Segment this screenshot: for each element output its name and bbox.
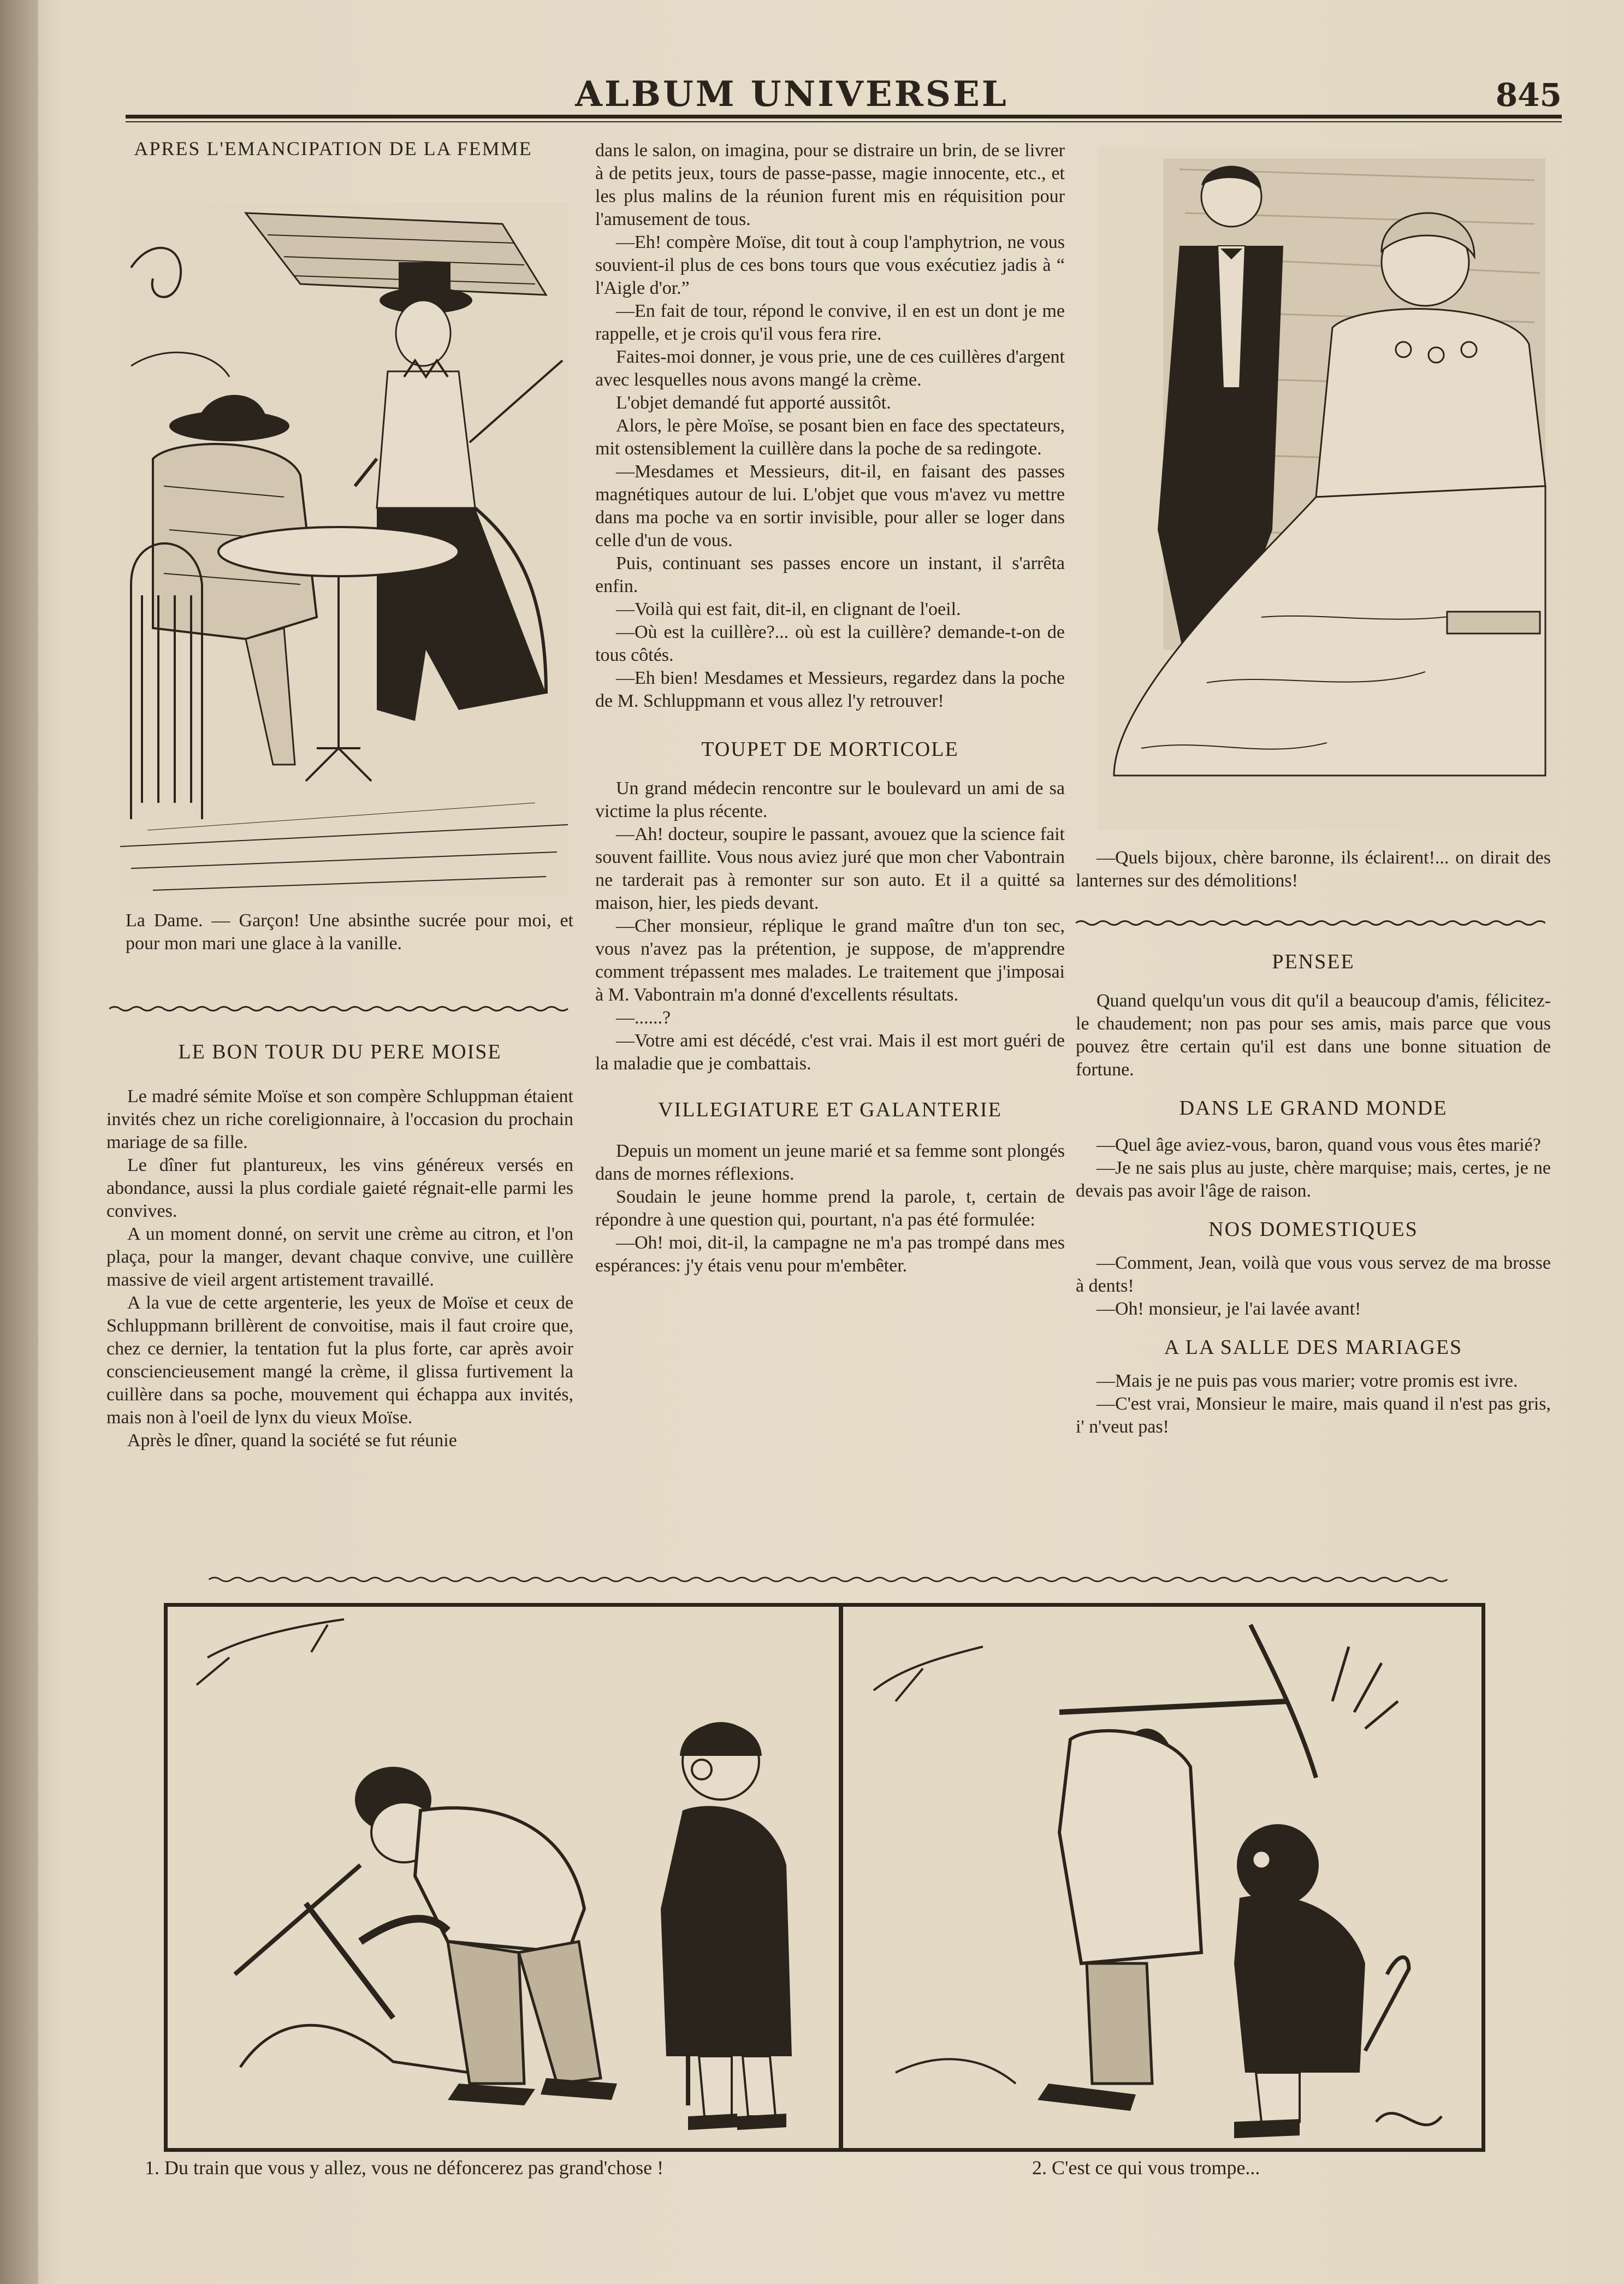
grand-monde-title: DANS LE GRAND MONDE	[1179, 1097, 1448, 1120]
pensee-title: PENSEE	[1272, 950, 1355, 973]
header-rule-thin	[126, 121, 1562, 122]
column-1-story	[106, 1040, 573, 1452]
story-title: LE BON TOUR DU PERE MOISE	[178, 1040, 502, 1063]
mariages-title: A LA SALLE DES MARIAGES	[1164, 1336, 1463, 1359]
domestiques-paragraph: —Oh! monsieur, je l'ai lavée avant!	[1097, 1299, 1361, 1319]
mariages-paragraph: —C'est vrai, Monsieur le maire, mais quand il n'est pas gris, i' n'veut pas!	[1076, 1394, 1551, 1437]
column-2	[595, 139, 1065, 1277]
section-divider	[109, 1005, 573, 1013]
story-paragraph: Le dîner fut plantureux, les vins généreux versés en abondance, aussi la plus cordiale gaieté régnait-elle parmi les convives.	[106, 1155, 573, 1221]
story-paragraph: Alors, le père Moïse, se posant bien en face des spectateurs, mit ostensiblement la cuillère dans la poche de sa redingote.	[595, 416, 1065, 459]
story-paragraph: —Mesdames et Messieurs, dit-il, en faisant des passes magnétiques autour de lui. L'objet que vous m'avez vu mettre dans ma poche va en sortir invisible, pour aller se loger dans celle d'un de vous.	[595, 461, 1065, 551]
masthead-title: ALBUM UNIVERSEL	[575, 74, 1009, 115]
bottom-section-divider	[120, 1576, 1540, 1583]
story-paragraph: Après le dîner, quand la société se fut réunie	[127, 1430, 457, 1451]
strip-caption-1: 1. Du train que vous y allez, vous ne défoncerez pas grand'chose !	[145, 2157, 664, 2179]
story-paragraph: —Eh bien! Mesdames et Messieurs, regardez dans la poche de M. Schluppmann et vous allez l'y retrouver!	[595, 668, 1065, 711]
villegiature-paragraph: Depuis un moment un jeune marié et sa femme sont plongés dans de mornes réflexions.	[595, 1141, 1065, 1184]
column-1	[104, 137, 562, 161]
section-divider	[1076, 919, 1545, 927]
toupet-paragraph: —Ah! docteur, soupire le passant, avouez que la science fait souvent faillite. Vous nous aviez juré que mon cher Vabontrain ne tarderait pas à remonter sur son auto. Et il a quitté sa maison, hier, les pieds devant.	[595, 824, 1065, 913]
toupet-paragraph: Un grand médecin rencontre sur le boulevard un ami de sa victime la plus récente.	[595, 778, 1065, 821]
story-paragraph: L'objet demandé fut apporté aussitôt.	[616, 393, 891, 413]
domestiques-paragraph: —Comment, Jean, voilà que vous vous servez de ma brosse à dents!	[1076, 1253, 1551, 1296]
domestiques-title: NOS DOMESTIQUES	[1208, 1218, 1418, 1241]
story-paragraph: A la vue de cette argenterie, les yeux de Moïse et ceux de Schluppmann brillèrent de convoitise, mais il faut croire que, chez ce dernier, la tentation fut la plus forte, car après avoir consciencieusement mangé la crème, il glissa furtivement la cuillère dans sa poche, mouvement qui échappa aux invités, mais non à l'oeil de lynx du vieux Moïse.	[106, 1293, 573, 1428]
story-paragraph: dans le salon, on imagina, pour se distraire un brin, de se livrer à de petits jeux, tours de passe-passe, magie innocente, etc., et les plus malins de la réunion furent mis en réquisition pour l'amusement de tous.	[595, 140, 1065, 229]
story-paragraph: —Eh! compère Moïse, dit tout à coup l'amphytrion, ne vous souvient-il plus de ces bons tours que vous exécutiez jadis à “ l'Aigle d'or.”	[595, 232, 1065, 298]
grand-monde-paragraph: —Je ne sais plus au juste, chère marquise; mais, certes, je ne devais pas avoir l'âge de raison.	[1076, 1158, 1551, 1201]
toupet-paragraph: —Votre ami est décédé, c'est vrai. Mais il est mort guéri de la maladie que je combattais.	[595, 1031, 1065, 1074]
villegiature-paragraph: —Oh! moi, dit-il, la campagne ne m'a pas trompé dans mes espérances: j'y étais venu pour m'embêter.	[595, 1233, 1065, 1276]
strip-caption-2: 2. C'est ce qui vous trompe...	[1032, 2157, 1260, 2179]
mariages-paragraph: —Mais je ne puis pas vous marier; votre promis est ivre.	[1097, 1371, 1518, 1391]
cafe-cartoon-caption	[126, 909, 573, 955]
page-spine-shadow	[0, 0, 38, 2284]
story-paragraph: —Voilà qui est fait, dit-il, en clignant de l'oeil.	[616, 599, 961, 619]
story-paragraph: —En fait de tour, répond le convive, il en est un dont je me rappelle, et je crois qu'il vous fera rire.	[595, 301, 1065, 344]
bottom-cartoon-strip	[164, 1603, 1485, 2152]
story-paragraph: Le madré sémite Moïse et son compère Schluppman étaient invités chez un riche coreligionnaire, à l'occasion du prochain mariage de sa fille.	[106, 1086, 573, 1152]
story-paragraph: —Où est la cuillère?... où est la cuillère? demande-t-on de tous côtés.	[595, 622, 1065, 665]
baronne-cartoon-illustration	[1098, 147, 1556, 830]
column-3	[1076, 950, 1551, 1439]
pensee-text: Quand quelqu'un vous dit qu'il a beaucoup d'amis, félicitez-le chaudement; non pas pour ses amis, mais parce que vous pouvez être certain qu'il est dans une bonne situation de fortune.	[1076, 991, 1551, 1080]
story-paragraph: Faites-moi donner, je vous prie, une de ces cuillères d'argent avec lesquelles nous avons mangé la crème.	[595, 347, 1065, 390]
page-number: 845	[1495, 76, 1562, 114]
toupet-paragraph: —Cher monsieur, réplique le grand maître d'un ton sec, vous n'avez pas la prétention, je suppose, de m'apprendre comment trépassent mes malades. Le traitement que j'imposai à M. Vabontrain m'a donné d'excellents résultats.	[595, 916, 1065, 1005]
villegiature-paragraph: Soudain le jeune homme prend la parole, t, certain de répondre à une question qui, pourtant, n'a pas été formulée:	[595, 1187, 1065, 1230]
header-rule	[126, 115, 1562, 119]
grand-monde-paragraph: —Quel âge aviez-vous, baron, quand vous vous êtes marié?	[1097, 1135, 1541, 1155]
toupet-paragraph: —......?	[616, 1008, 671, 1028]
story-paragraph: A un moment donné, on servit une crème au citron, et l'on plaça, pour la manger, devant chaque convive, une cuillère massive de vieil argent artistement travaillé.	[106, 1224, 573, 1290]
villegiature-title: VILLEGIATURE ET GALANTERIE	[658, 1098, 1002, 1121]
baronne-cartoon-caption-text: —Quels bijoux, chère baronne, ils éclairent!... on dirait des lanternes sur des démolitions!	[1076, 848, 1551, 891]
cartoon-title: APRES L'EMANCIPATION DE LA FEMME	[134, 138, 532, 159]
toupet-title: TOUPET DE MORTICOLE	[701, 738, 959, 761]
cafe-cartoon-caption-text: La Dame. — Garçon! Une absinthe sucrée pour moi, et pour mon mari une glace à la vanille.	[126, 910, 573, 954]
story-paragraph: Puis, continuant ses passes encore un instant, il s'arrêta enfin.	[595, 553, 1065, 596]
cafe-cartoon-illustration	[120, 202, 568, 896]
baronne-cartoon-caption	[1076, 847, 1551, 892]
